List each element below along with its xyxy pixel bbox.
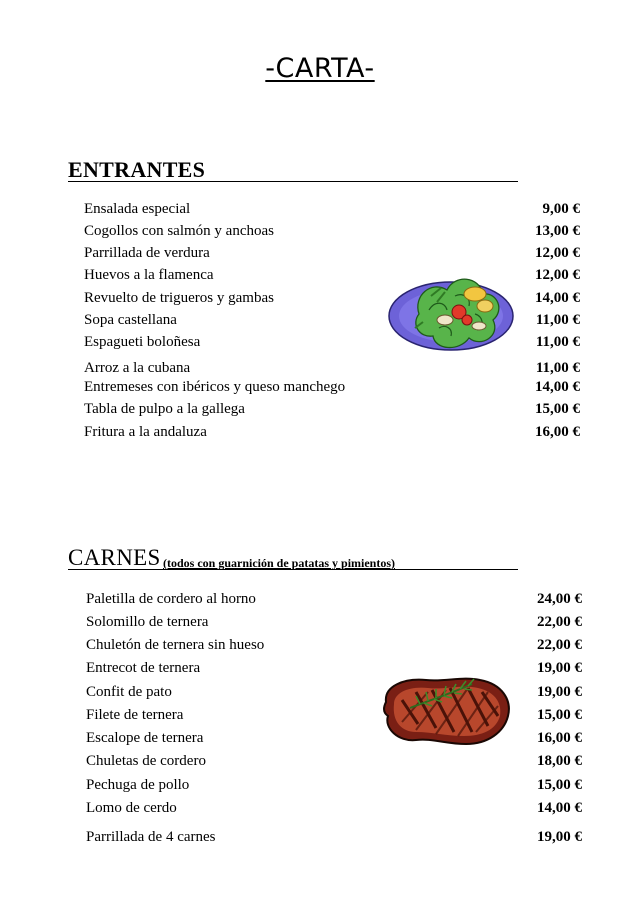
list-item [86,636,582,654]
item-name: Revuelto de trigueros y gambas [84,290,274,306]
list-item [84,244,580,262]
item-name: Fritura a la andaluza [84,424,207,440]
item-price: 15,00 € [535,401,580,417]
list-item [84,359,580,377]
item-price: 19,00 € [537,660,582,676]
item-name: Arroz a la cubana [84,360,191,376]
item-price: 13,00 € [535,223,580,239]
item-name: Paletilla de cordero al horno [86,591,256,607]
item-name: Solomillo de ternera [86,614,209,630]
item-price: 12,00 € [535,267,580,283]
item-price: 15,00 € [537,777,582,793]
list-item [86,776,582,794]
item-name: Lomo de cerdo [86,800,177,816]
list-item [84,423,580,441]
list-item [86,613,582,631]
item-name: Chuletas de cordero [86,753,206,769]
item-name: Huevos a la flamenca [84,267,214,283]
item-price: 19,00 € [537,829,582,845]
item-price: 9,00 € [542,201,580,217]
item-price: 11,00 € [535,360,580,376]
item-name: Tabla de pulpo a la gallega [84,401,245,417]
item-name: Espagueti boloñesa [84,334,201,350]
item-price: 18,00 € [537,753,582,769]
item-price: 11,00 € [535,334,580,350]
item-name: Chuletón de ternera sin hueso [86,637,265,653]
item-name: Parrillada de verdura [84,245,210,261]
item-price: 11,00 € [535,312,580,328]
list-item [84,222,580,240]
steak-icon [380,666,515,750]
item-price: 15,00 € [537,707,582,723]
list-item [86,799,582,817]
carnes-heading [68,543,518,570]
item-name: Confit de pato [86,684,172,700]
item-name: Filete de ternera [86,707,184,723]
item-name: Escalope de ternera [86,730,204,746]
item-price: 24,00 € [537,591,582,607]
item-name: Ensalada especial [84,201,191,217]
page-title: -CARTA- [265,53,375,84]
item-name: Sopa castellana [84,312,177,328]
item-price: 14,00 € [535,290,580,306]
carnes-title: CARNES [68,545,161,570]
item-price: 14,00 € [537,800,582,816]
list-item [84,200,580,218]
entrantes-heading [68,155,518,182]
item-price: 16,00 € [537,730,582,746]
item-price: 22,00 € [537,637,582,653]
list-item [86,752,582,770]
entrantes-title: ENTRANTES [68,157,206,182]
item-name: Entremeses con ibéricos y queso manchego [84,379,346,395]
item-name: Cogollos con salmón y anchoas [84,223,274,239]
salad-plate-icon [385,266,519,358]
item-price: 19,00 € [537,684,582,700]
item-price: 12,00 € [535,245,580,261]
item-price: 14,00 € [535,379,580,395]
carnes-note: (todos con guarnición de patatas y pimientos) [163,556,396,570]
item-name: Pechuga de pollo [86,777,190,793]
list-item [86,828,582,846]
item-name: Entrecot de ternera [86,660,201,676]
list-item [84,378,580,396]
list-item [84,400,580,418]
item-name: Parrillada de 4 carnes [86,829,216,845]
list-item [86,590,582,608]
item-price: 22,00 € [537,614,582,630]
item-price: 16,00 € [535,424,580,440]
